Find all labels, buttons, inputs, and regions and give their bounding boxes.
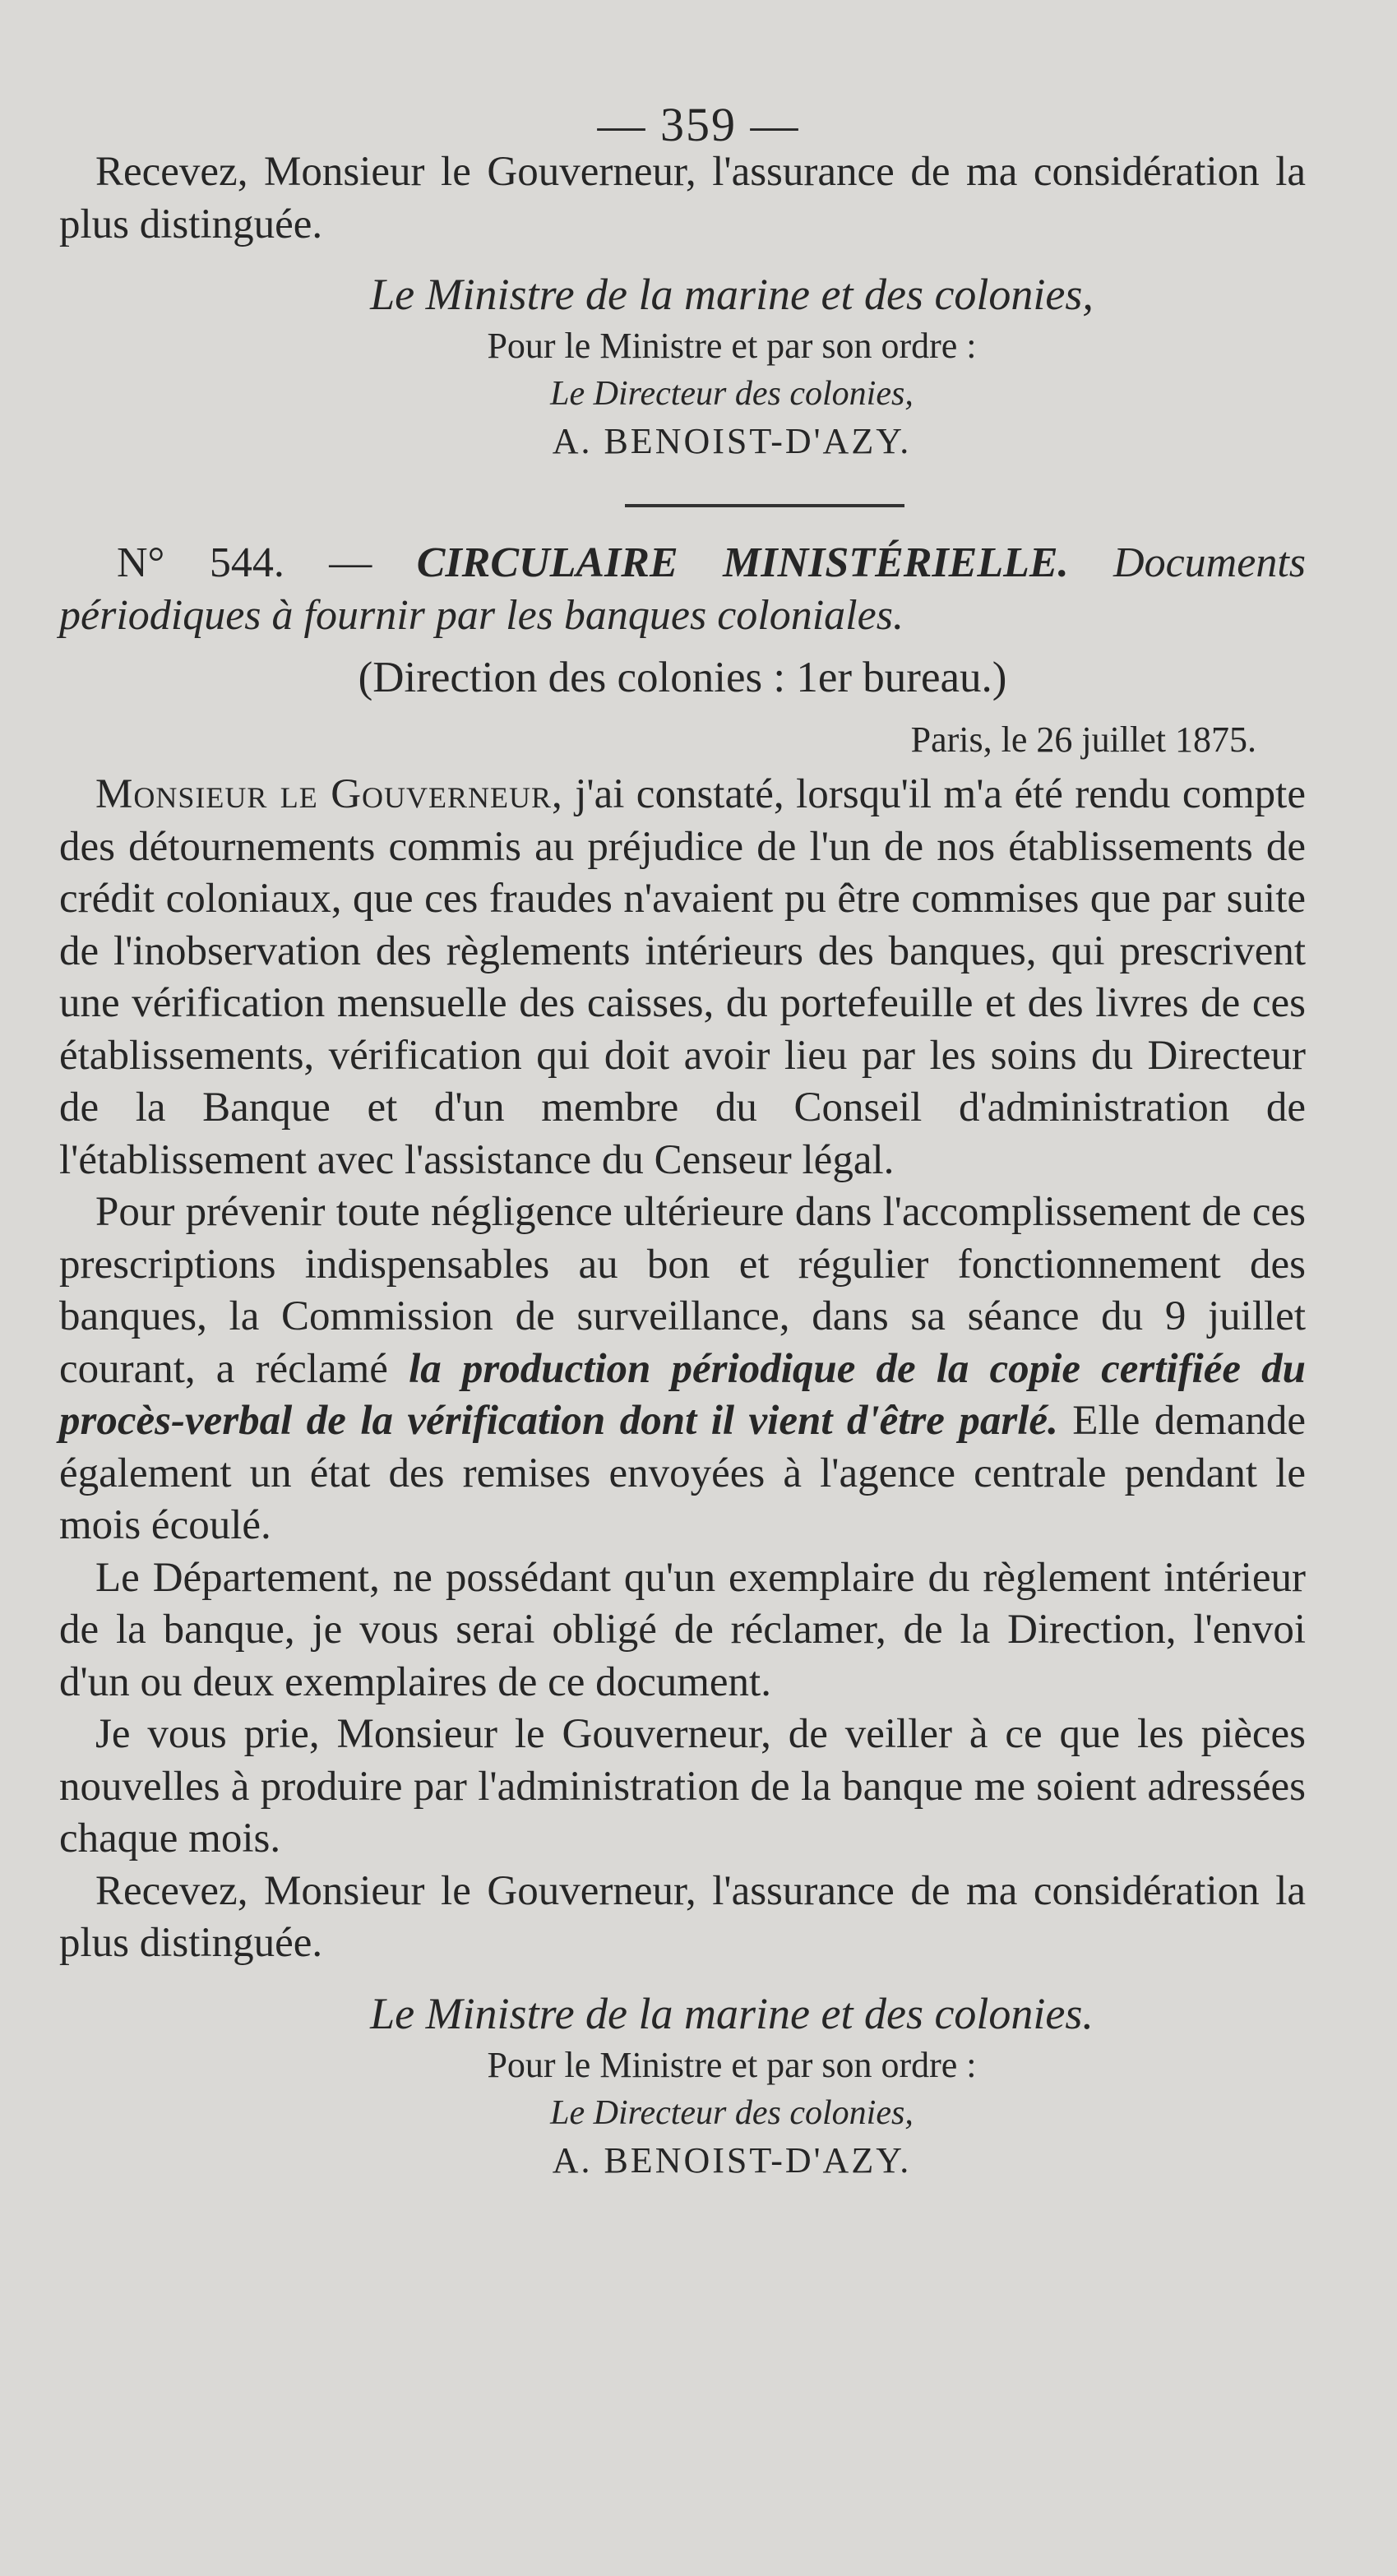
body-paragraph-1-text: j'ai constaté, lorsqu'il m'a été rendu compte des détournements commis au préjudice de l'un de nos établissements de crédit coloniaux, que ces fraudes n'avaient pu être commises que par suite de l'inobservation des règlements intérieurs des banques, qui prescrivent une vérification mensuelle des caisses, du portefeuille et des livres de ces établissements, vérification qui doit avoir lieu par les soins du Directeur de la Banque et d'un membre du Conseil d'administration de l'établissement avec l'assistance du Censeur légal. (59, 771, 1306, 1183)
salutation: Monsieur le Gouverneur, (95, 771, 563, 817)
signature-block-bottom (59, 1986, 1306, 2185)
body-paragraph-1 (59, 769, 1306, 1186)
signature-director-top: Le Directeur des colonies, (550, 375, 914, 413)
signature-order-bottom: Pour le Ministre et par son ordre : (487, 2044, 977, 2085)
body-paragraph-2-end: Elle demande également un état des remises envoyées à l'agence centrale pendant le mois écoulé. (59, 1398, 1306, 1548)
signature-order-top: Pour le Ministre et par son ordre : (487, 326, 977, 366)
signature-block-top (59, 267, 1306, 466)
page-number: — 359 — (597, 98, 800, 151)
circular-direction: (Direction des colonies : 1er bureau.) (358, 654, 1007, 701)
section-divider (625, 504, 904, 507)
signature-minister-top: Le Ministre de la marine et des colonies, (370, 270, 1094, 319)
signature-minister-bottom: Le Ministre de la marine et des colonies. (370, 1988, 1094, 2038)
body-paragraph-4: Je vous prie, Monsieur le Gouverneur, de veiller à ce que les pièces nouvelles à produire par l'administration de la banque me soient adressées chaque mois. (59, 1711, 1306, 1861)
signature-name-top: A. BENOIST-D'AZY. (552, 421, 912, 461)
signature-director-bottom: Le Directeur des colonies, (550, 2093, 914, 2132)
body-paragraph-3: Le Département, ne possédant qu'un exemplaire du règlement intérieur de la banque, je vous serai obligé de réclamer, de la Direction, l'envoi d'un ou deux exemplaires de ce document. (59, 1554, 1306, 1705)
closing-paragraph-top: Recevez, Monsieur le Gouverneur, l'assurance de ma considération la plus distinguée. (59, 149, 1306, 247)
body-paragraph-5: Recevez, Monsieur le Gouverneur, l'assurance de ma considération la plus distinguée. (59, 1867, 1306, 1966)
circular-heading (59, 537, 1306, 642)
circular-date: Paris, le 26 juillet 1875. (910, 719, 1256, 760)
circular-title: CIRCULAIRE MINISTÉRIELLE. (416, 539, 1069, 586)
page-body (59, 146, 1306, 2185)
circular-number: N° 544. — (117, 539, 372, 586)
body-paragraph-2 (59, 1186, 1306, 1552)
signature-name-bottom: A. BENOIST-D'AZY. (552, 2139, 912, 2181)
body-paragraph-2-emphasis: la production périodique de la copie certifiée du procès-verbal de la vérification dont il vient d'être parlé. (59, 1345, 1306, 1444)
body-paragraph-2-start: Pour prévenir toute négligence ultérieure dans l'accomplissement de ces prescriptions indispensables au bon et régulier fonctionnement des banques, la Commission de surveillance, dans sa séance du 9 juillet courant, a réclamé (59, 1189, 1306, 1392)
circular-subject: Documents périodiques à fournir par les banques coloniales. (59, 539, 1306, 639)
